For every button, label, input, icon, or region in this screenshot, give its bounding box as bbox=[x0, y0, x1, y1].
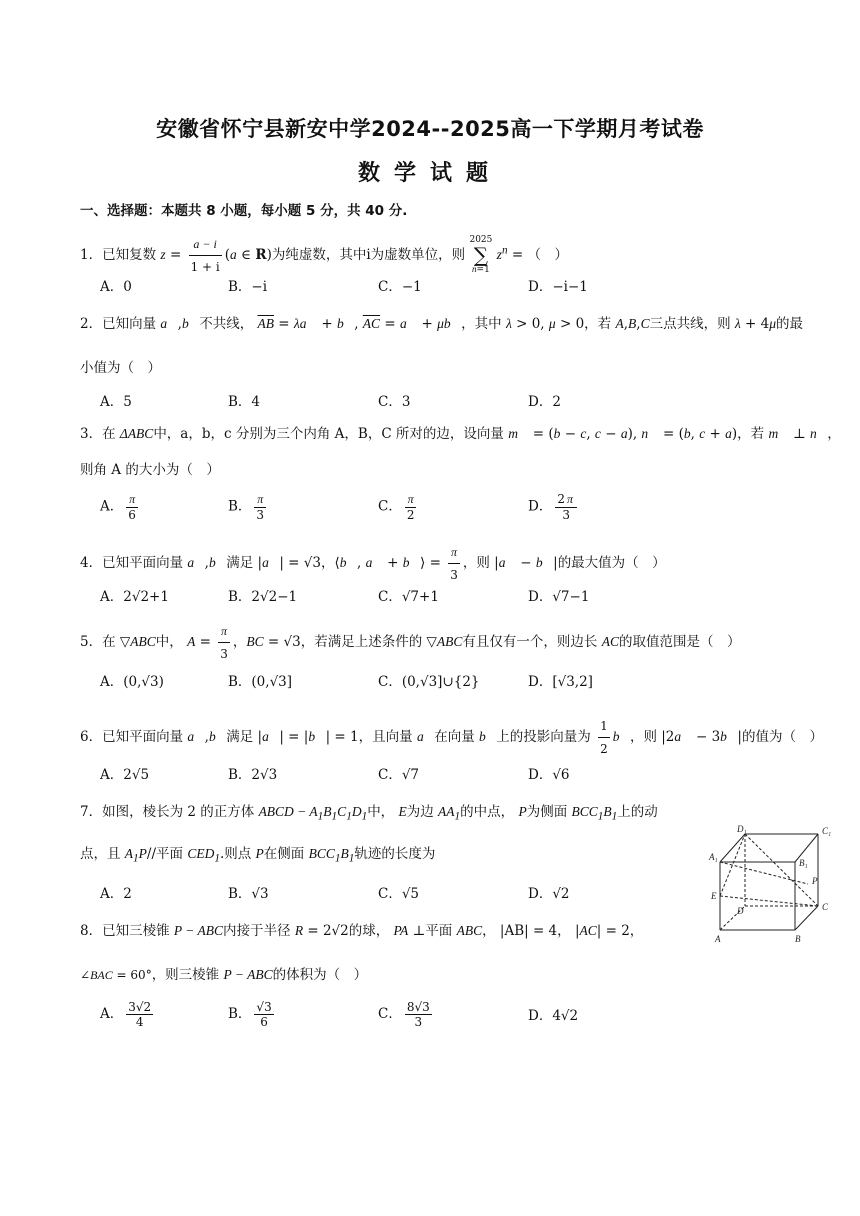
q3-option-c[interactable]: C． $\frac{\pi}{2}$ bbox=[378, 492, 415, 522]
q3-option-d[interactable]: D． $\frac{2 \pi}{3}$ bbox=[528, 492, 580, 522]
question-8-line-2: ∠BAC = 60°，则三棱锥 P − ABC的体积为（ ） bbox=[80, 967, 368, 983]
q4-option-d[interactable]: D．√7−1 bbox=[528, 589, 590, 605]
q1-option-c[interactable]: C．−1 bbox=[378, 279, 422, 295]
q4-option-a[interactable]: A．2√2+1 bbox=[100, 589, 169, 605]
q5-option-d[interactable]: D．[√3,2] bbox=[528, 674, 593, 690]
section-heading: 一、选择题：本题共 8 小题，每小题 5 分，共 40 分. bbox=[80, 203, 408, 219]
q5-option-b[interactable]: B．(0,√3] bbox=[228, 674, 293, 690]
q2-option-a[interactable]: A．5 bbox=[100, 394, 132, 410]
q3-option-a[interactable]: A． $\frac{\pi}{6}$ bbox=[100, 492, 136, 522]
label-a: A bbox=[715, 934, 721, 944]
q1-option-a[interactable]: A．0 bbox=[100, 279, 132, 295]
question-3: 3．在 ΔABC中，a，b，c 分别为三个内角 A，B，C 所对的边，设向量 m⃗ = (b − c, c − a), n⃗ = (b, c + a)，若 m⃗ ⊥ n⃗， bbox=[80, 426, 841, 442]
q8-option-a[interactable]: A． $\frac{3√2}{4}$ bbox=[100, 1000, 152, 1029]
label-b1: B₁ bbox=[799, 858, 808, 868]
q5-option-a[interactable]: A．(0,√3) bbox=[100, 674, 164, 690]
question-3-line-2: 则角 A 的大小为（ ） bbox=[80, 462, 220, 478]
q2-option-b[interactable]: B．4 bbox=[228, 394, 261, 410]
question-6: 6．已知平面向量 a⃗,b⃗满足 |a⃗| = |b⃗| = 1，且向量 a⃗在向量 b⃗上的投影向量为 $\frac{1}{2}$ b⃗，则 |2a⃗ − 3b⃗|的值为（ ） bbox=[80, 715, 823, 760]
q8-option-d[interactable]: D．4√2 bbox=[528, 1008, 579, 1024]
q6-option-a[interactable]: A．2√5 bbox=[100, 767, 150, 783]
question-7-line-2: 点，且 $A_1P//$平面 $CED_1$.则点 P在侧面 $BCC_1B_1$轨迹的长度为 bbox=[80, 846, 436, 865]
q6-option-b[interactable]: B．2√3 bbox=[228, 767, 278, 783]
q2-option-d[interactable]: D．2 bbox=[528, 394, 561, 410]
question-2: 2．已知向量 a⃗,b⃗不共线， $\overline{AB}$ = λa⃗ + b⃗, $\overline{AC}$ = a⃗ + μb⃗，其中 λ > 0, μ > 0，若 A,B,C三点共线，则 λ + 4μ的最 bbox=[80, 316, 803, 332]
q7-option-c[interactable]: C．√5 bbox=[378, 886, 420, 902]
question-7: 7．如图，棱长为 2 的正方体 ABCD − $A_1B_1C_1D_1$中， E为边 $AA_1$的中点， P为侧面 $BCC_1B_1$上的动 bbox=[80, 804, 658, 823]
q7-option-d[interactable]: D．√2 bbox=[528, 886, 570, 902]
question-5: 5．在 ▽ABC中， A = $\frac{\pi}{3}$ ，BC = √3，若满足上述条件的 ▽ABC有且仅有一个，则边长 AC的取值范围是（ ） bbox=[80, 620, 740, 665]
line-d1c bbox=[745, 834, 818, 906]
label-c: C bbox=[822, 902, 829, 912]
q6-option-d[interactable]: D．√6 bbox=[528, 767, 570, 783]
q7-option-b[interactable]: B．√3 bbox=[228, 886, 269, 902]
q1-option-b[interactable]: B．−i bbox=[228, 279, 268, 295]
label-e: E bbox=[711, 891, 717, 901]
line-ec bbox=[720, 896, 818, 906]
q2-option-c[interactable]: C．3 bbox=[378, 394, 411, 410]
q6-option-c[interactable]: C．√7 bbox=[378, 767, 420, 783]
cube-figure bbox=[700, 822, 840, 952]
question-2-line-2: 小值为（ ） bbox=[80, 360, 161, 376]
question-4: 4．已知平面向量 a⃗,b⃗满足 |a⃗| = √3，⟨b⃗, a⃗ + b⃗⟩ = $\frac{\pi}{3}$ ，则 |a⃗ − b⃗|的最大值为（ ） bbox=[80, 541, 666, 586]
label-c1: C₁ bbox=[822, 826, 832, 836]
page-title: 安徽省怀宁县新安中学2024--2025高一下学期月考试卷 bbox=[156, 117, 704, 141]
q8-option-c[interactable]: C． $\frac{8√3}{3}$ bbox=[378, 1000, 430, 1029]
question-1: 1．已知复数 z = $\frac{a - i}{1 + i}$ (a ∈ R)为纯虚数，其中i为虚数单位，则 2025 ∑ n=1 $z^n$ = （ ） bbox=[80, 235, 568, 275]
label-b: B bbox=[795, 934, 801, 944]
q7-option-a[interactable]: A．2 bbox=[100, 886, 132, 902]
q3-option-b[interactable]: B． $\frac{\pi}{3}$ bbox=[228, 492, 265, 522]
edge-a1d1 bbox=[720, 834, 745, 862]
label-d1: D₁ bbox=[737, 824, 747, 834]
label-p: P bbox=[812, 876, 818, 886]
q1-option-d[interactable]: D．−i−1 bbox=[528, 279, 588, 295]
q4-option-c[interactable]: C．√7+1 bbox=[378, 589, 439, 605]
q8-option-b[interactable]: B． $\frac{√3}{6}$ bbox=[228, 1000, 272, 1029]
label-d: D bbox=[737, 906, 744, 916]
question-8: 8．已知三棱锥 P − ABC内接于半径 R = 2√2的球， PA ⊥平面 ABC， |AB| = 4， |AC| = 2， bbox=[80, 923, 644, 939]
q5-option-c[interactable]: C．(0,√3]∪{2} bbox=[378, 674, 480, 690]
edge-bc bbox=[795, 906, 818, 930]
label-a1: A₁ bbox=[709, 852, 718, 862]
page-subtitle: 数学试题 bbox=[357, 161, 502, 186]
q4-option-b[interactable]: B．2√2−1 bbox=[228, 589, 298, 605]
